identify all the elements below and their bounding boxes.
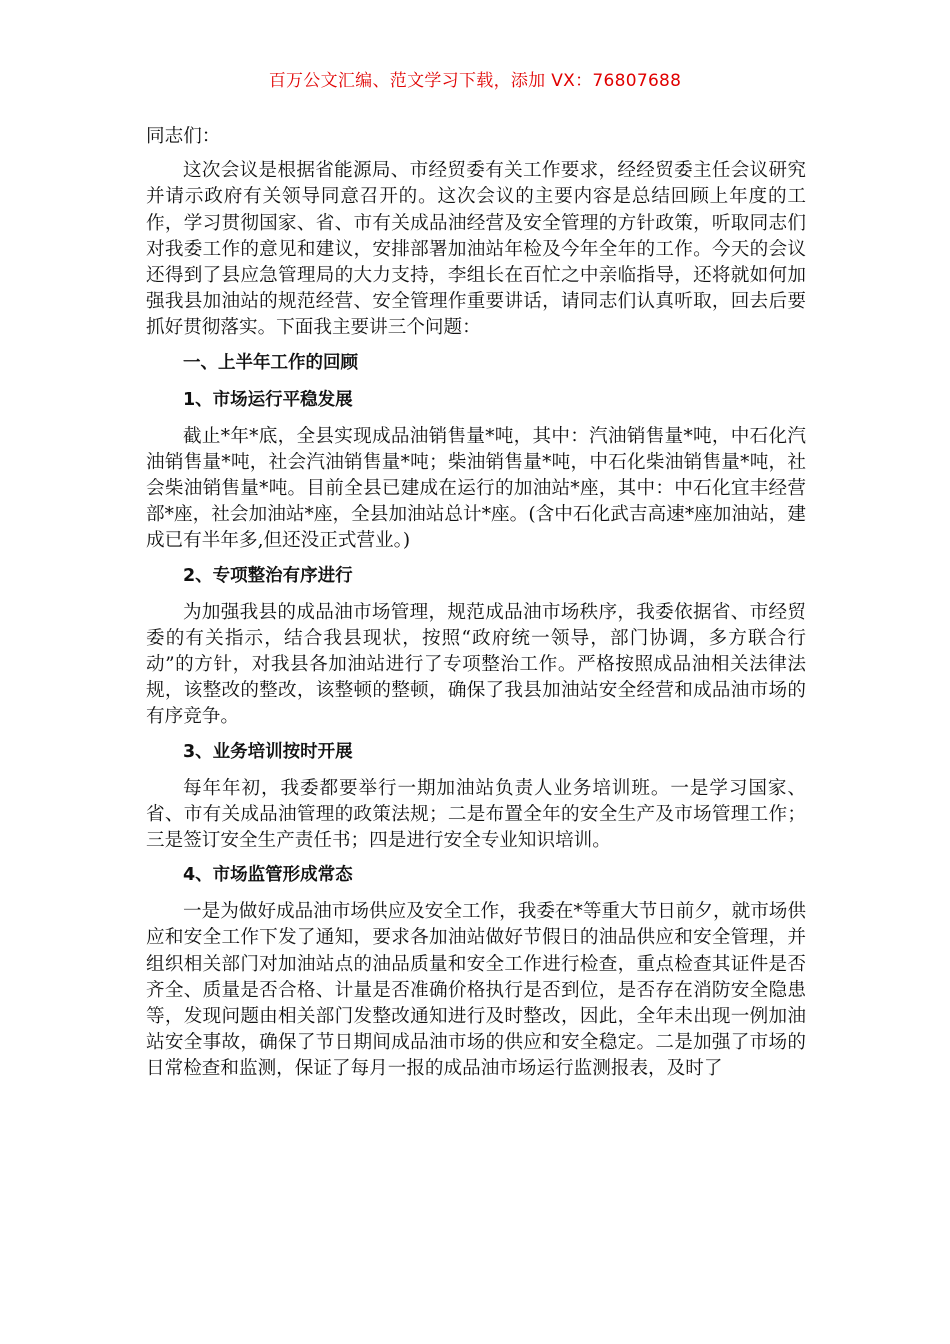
subsection-2-heading: 2、专项整治有序进行 <box>183 565 353 586</box>
subsection-4-paragraph: 一是为做好成品油市场供应及安全工作，我委在*等重大节日前夕，就市场供应和安全工作下发了通知，要求各加油站做好节假日的油品供应和安全管理，并组织相关部门对加油站点的油品质量和安全工作进行检查，重点检查其证件是否齐全、质量是否合格、计量是否准确价格执行是否到位，是否存在消防安全隐患等，发现问题由相关部门发整改通知进行及时整改，因此，全年未出现一例加油站安全事故，确保了节日期间成品油市场的供应和安全稳定。二是加强了市场的日常检查和监测，保证了每月一报的成品油市场运行监测报表，及时了 <box>146 901 806 1080</box>
document-body <box>146 124 806 1091</box>
subsection-2-paragraph: 为加强我县的成品油市场管理，规范成品油市场秩序，我委依据省、市经贸委的有关指示，结合我县现状，按照“政府统一领导，部门协调，多方联合行动”的方针，对我县各加油站进行了专项整治工作。严格按照成品油相关法律法规，该整改的整改，该整顿的整顿，确保了我县加油站安全经营和成品油市场的有序竞争。 <box>146 601 806 728</box>
subsection-4-heading: 4、市场监管形成常态 <box>183 865 353 886</box>
intro-paragraph: 这次会议是根据省能源局、市经贸委有关工作要求，经经贸委主任会议研究并请示政府有关领导同意召开的。这次会议的主要内容是总结回顾上年度的工作，学习贯彻国家、省、市有关成品油经营及安全管理的方针政策，听取同志们对我委工作的意见和建议，安排部署加油站年检及今年全年的工作。今天的会议还得到了县应急管理局的大力支持，李组长在百忙之中亲临指导，还将就如何加强我县加油站的规范经营、安全管理作重要讲话，请同志们认真听取，回去后要抓好贯彻落实。下面我主要讲三个问题： <box>146 160 806 339</box>
subsection-1-heading: 1、市场运行平稳发展 <box>183 389 353 410</box>
subsection-3-paragraph: 每年年初，我委都要举行一期加油站负责人业务培训班。一是学习国家、省、市有关成品油管理的政策法规；二是布置全年的安全生产及市场管理工作；三是签订安全生产责任书；四是进行安全专业知识培训。 <box>146 777 806 852</box>
subsection-1-paragraph: 截止*年*底，全县实现成品油销售量*吨，其中：汽油销售量*吨，中石化汽油销售量*吨，社会汽油销售量*吨；柴油销售量*吨，中石化柴油销售量*吨，社会柴油销售量*吨。目前全县已建成在运行的加油站*座，其中：中石化宜丰经营部*座，社会加油站*座，全县加油站总计*座。(含中石化武吉高速*座加油站，建成已有半年多,但还没正式营业。) <box>146 425 806 552</box>
salutation: 同志们： <box>146 126 221 147</box>
header-banner: 百万公文汇编、范文学习下载，添加 VX：76807688 <box>268 71 682 91</box>
subsection-3-heading: 3、业务培训按时开展 <box>183 741 353 762</box>
section-1-heading: 一、上半年工作的回顾 <box>183 352 358 373</box>
